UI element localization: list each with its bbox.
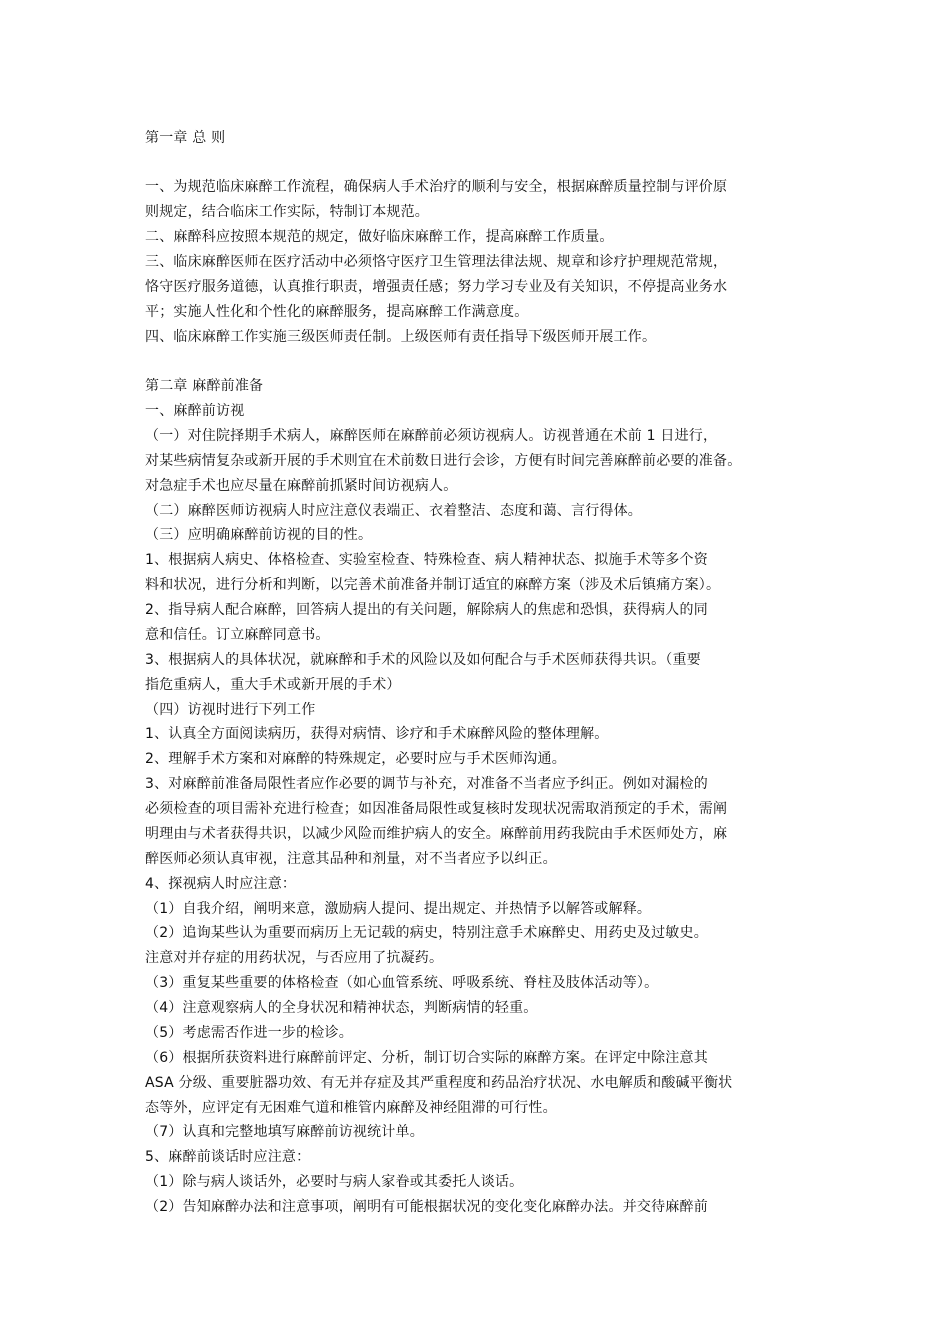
- chapter2-line: 1、根据病人病史、体格检查、实验室检查、特殊检查、病人精神状态、拟施手术等多个资: [145, 552, 708, 568]
- chapter2-line: （5）考虑需否作进一步的检诊。: [145, 1025, 353, 1041]
- chapter2-line: （三）应明确麻醉前访视的目的性。: [145, 527, 373, 543]
- chapter1-line: 平；实施人性化和个性化的麻醉服务，提高麻醉工作满意度。: [145, 304, 529, 320]
- chapter2-line: （二）麻醉医师访视病人时应注意仪表端正、衣着整洁、态度和蔼、言行得体。: [145, 503, 642, 519]
- chapter2-line: 3、根据病人的具体状况，就麻醉和手术的风险以及如何配合与手术医师获得共识。（重要: [145, 652, 701, 668]
- chapter2-line: 料和状况，进行分析和判断，以完善术前准备并制订适宜的麻醉方案（涉及术后镇痛方案）。: [145, 577, 721, 593]
- chapter2-line: 醉医师必须认真审视，注意其品种和剂量，对不当者应予以纠正。: [145, 851, 557, 867]
- chapter2-line: 5、麻醉前谈话时应注意：: [145, 1149, 311, 1165]
- chapter2-line: 意和信任。订立麻醉同意书。: [145, 627, 330, 643]
- chapter1-line: 四、临床麻醉工作实施三级医师责任制。上级医师有责任指导下级医师开展工作。: [145, 329, 657, 345]
- chapter2-line: 指危重病人，重大手术或新开展的手术）: [145, 677, 401, 693]
- chapter2-line: （4）注意观察病人的全身状况和精神状态，判断病情的轻重。: [145, 1000, 538, 1016]
- chapter1-heading: 第一章 总 则: [145, 130, 226, 146]
- chapter2-line: （6）根据所获资料进行麻醉前评定、分析，制订切合实际的麻醉方案。在评定中除注意其: [145, 1050, 708, 1066]
- chapter2-line: 一、麻醉前访视: [145, 403, 245, 419]
- chapter1-line: 恪守医疗服务道德，认真推行职责，增强责任感；努力学习专业及有关知识，不停提高业务水: [145, 279, 728, 295]
- chapter2-line: 对急症手术也应尽量在麻醉前抓紧时间访视病人。: [145, 478, 458, 494]
- chapter1-line: 二、麻醉科应按照本规范的规定，做好临床麻醉工作，提高麻醉工作质量。: [145, 229, 614, 245]
- chapter2-line: （1）除与病人谈话外，必要时与病人家眷或其委托人谈话。: [145, 1174, 524, 1190]
- chapter2-line: 态等外，应评定有无困难气道和椎管内麻醉及神经阻滞的可行性。: [145, 1100, 557, 1116]
- chapter2-line: 2、理解手术方案和对麻醉的特殊规定，必要时应与手术医师沟通。: [145, 751, 566, 767]
- chapter1-line: 一、为规范临床麻醉工作流程，确保病人手术治疗的顺利与安全，根据麻醉质量控制与评价原: [145, 179, 728, 195]
- chapter2-line: ASA 分级、重要脏器功效、有无并存症及其严重程度和药品治疗状况、水电解质和酸碱平衡状: [145, 1075, 733, 1091]
- chapter1-line: 则规定，结合临床工作实际，特制订本规范。: [145, 204, 429, 220]
- chapter2-line: 对某些病情复杂或新开展的手术则宜在术前数日进行会诊，方便有时间完善麻醉前必要的准备。: [145, 453, 742, 469]
- chapter2-line: 必须检查的项目需补充进行检查；如因准备局限性或复核时发现状况需取消预定的手术，需阐: [145, 801, 728, 817]
- chapter2-line: （1）自我介绍，阐明来意，激励病人提问、提出规定、并热情予以解答或解释。: [145, 901, 652, 917]
- chapter2-line: （3）重复某些重要的体格检查（如心血管系统、呼吸系统、脊柱及肢体活动等）。: [145, 975, 659, 991]
- chapter2-line: 1、认真全方面阅读病历，获得对病情、诊疗和手术麻醉风险的整体理解。: [145, 726, 609, 742]
- chapter2-line: 明理由与术者获得共识，以减少风险而维护病人的安全。麻醉前用药我院由手术医师处方，麻: [145, 826, 728, 842]
- chapter2-line: （四）访视时进行下列工作: [145, 702, 316, 718]
- chapter2-line: 4、探视病人时应注意：: [145, 876, 297, 892]
- chapter2-line: 3、对麻醉前准备局限性者应作必要的调节与补充，对准备不当者应予纠正。例如对漏检的: [145, 776, 708, 792]
- chapter2-line: 2、指导病人配合麻醉，回答病人提出的有关问题，解除病人的焦虑和恐惧，获得病人的同: [145, 602, 708, 618]
- chapter2-line: （2）追询某些认为重要而病历上无记载的病史，特别注意手术麻醉史、用药史及过敏史。: [145, 925, 708, 941]
- chapter2-line: （一）对住院择期手术病人，麻醉医师在麻醉前必须访视病人。访视普通在术前 1 日进行，: [145, 428, 718, 444]
- chapter1-line: 三、临床麻醉医师在医疗活动中必须恪守医疗卫生管理法律法规、规章和诊疗护理规范常规，: [145, 254, 728, 270]
- chapter2-line: （7）认真和完整地填写麻醉前访视统计单。: [145, 1124, 424, 1140]
- chapter2-line: （2）告知麻醉办法和注意事项，阐明有可能根据状况的变化变化麻醉办法。并交待麻醉前: [145, 1199, 708, 1215]
- chapter2-heading: 第二章 麻醉前准备: [145, 378, 264, 394]
- chapter2-line: 注意对并存症的用药状况，与否应用了抗凝药。: [145, 950, 444, 966]
